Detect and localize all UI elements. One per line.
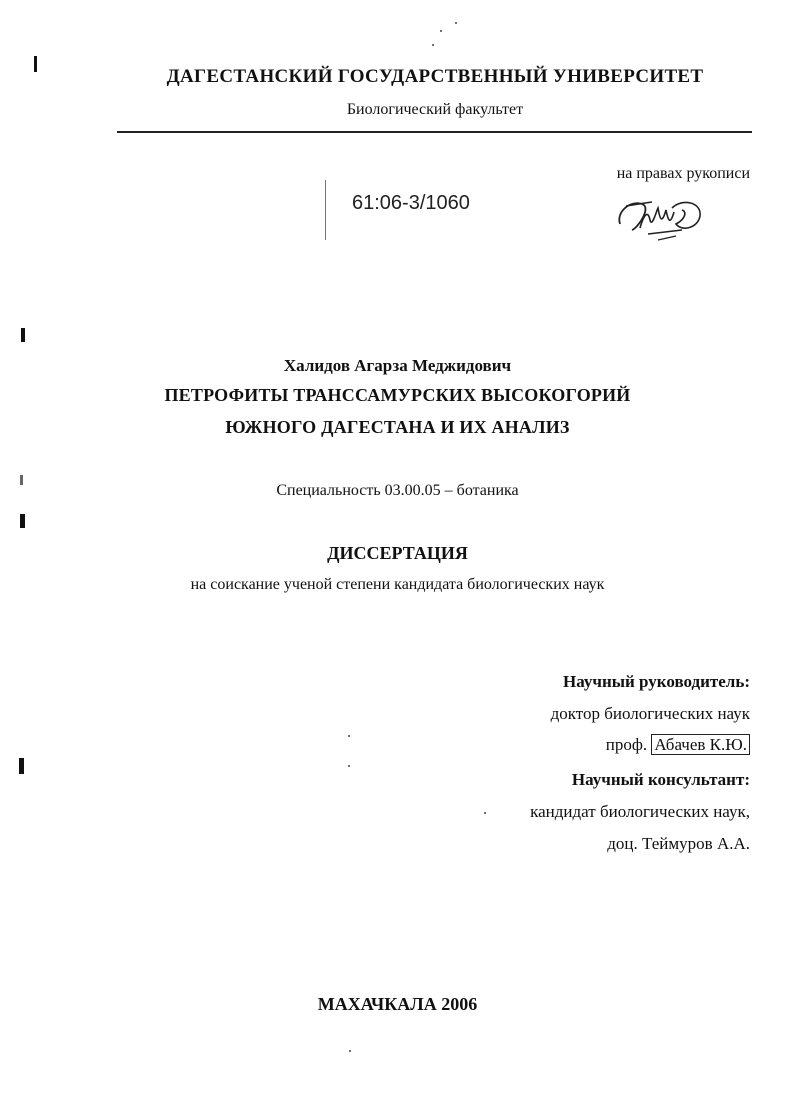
consultant-degree: кандидат биологических наук, — [530, 802, 750, 821]
dissertation-title-line-1: ПЕТРОФИТЫ ТРАНССАМУРСКИХ ВЫСОКОГОРИЙ — [164, 385, 631, 405]
binding-mark — [20, 475, 23, 485]
specialty: Специальность 03.00.05 – ботаника — [276, 482, 519, 499]
scan-speck — [484, 812, 486, 814]
supervisor-line — [606, 735, 750, 755]
catalog-code: 61:06-3/1060 — [352, 192, 470, 214]
scan-speck — [349, 1050, 351, 1052]
scan-speck — [432, 44, 434, 46]
code-margin-line — [325, 180, 326, 240]
faculty-name: Биологический факультет — [346, 101, 524, 118]
supervisor-degree: доктор биологических наук — [550, 704, 750, 723]
manuscript-note: на правах рукописи — [616, 165, 750, 182]
dissertation-title-line-2: ЮЖНОГО ДАГЕСТАНА И ИХ АНАЛИЗ — [225, 417, 570, 437]
university-name: ДАГЕСТАНСКИЙ ГОСУДАРСТВЕННЫЙ УНИВЕРСИТЕТ — [166, 66, 704, 87]
binding-mark — [34, 56, 37, 72]
consultant-name: доц. Теймуров А.А. — [607, 834, 750, 853]
scan-speck — [440, 30, 442, 32]
scan-speck — [348, 735, 350, 737]
binding-mark — [20, 514, 25, 528]
scan-speck — [348, 765, 350, 767]
supervisor-name: Абачев К.Ю. — [651, 734, 750, 755]
signature-icon — [612, 190, 708, 246]
author-name: Халидов Агарза Меджидович — [283, 356, 512, 375]
supervisor-title: проф. — [605, 735, 648, 754]
city-year: МАХАЧКАЛА 2006 — [317, 994, 478, 1014]
binding-mark — [21, 328, 25, 342]
scan-speck — [455, 22, 457, 24]
supervisor-label: Научный руководитель: — [563, 672, 750, 691]
binding-mark — [19, 758, 24, 774]
work-type: ДИССЕРТАЦИЯ — [327, 543, 468, 563]
header-divider — [117, 131, 752, 133]
consultant-label: Научный консультант: — [571, 770, 750, 789]
degree-statement: на соискание ученой степени кандидата биологических наук — [190, 576, 605, 593]
